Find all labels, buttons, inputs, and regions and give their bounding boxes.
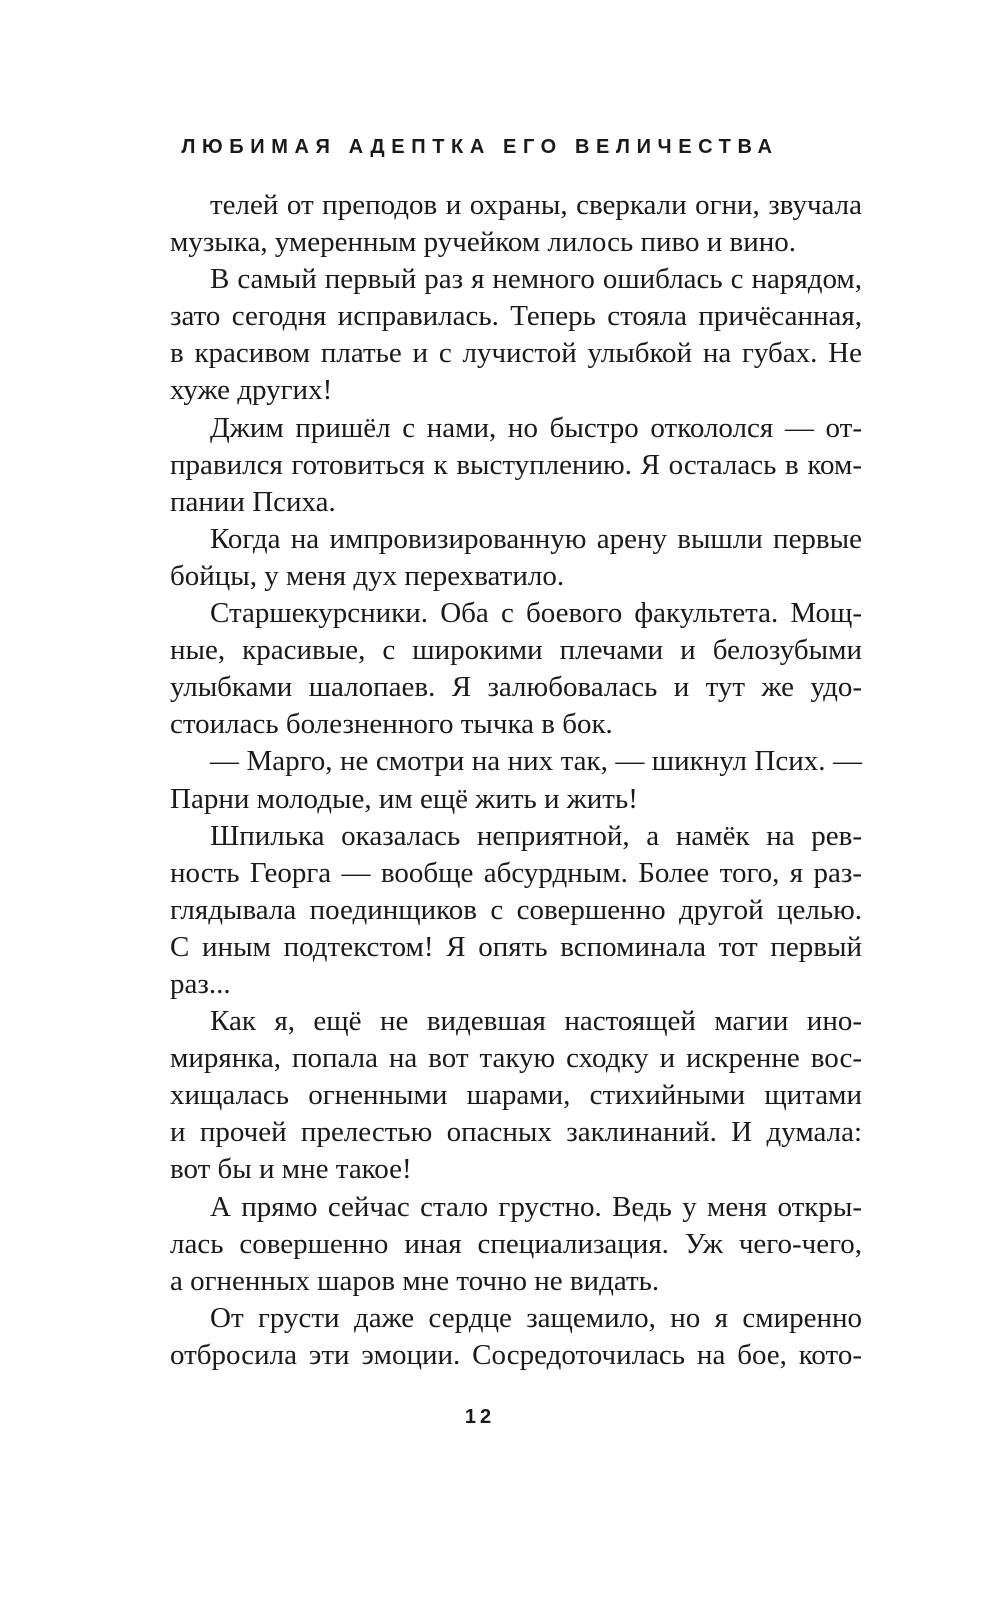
- text-line: телей от преподов и охраны, сверкали огни, звучала: [210, 189, 862, 221]
- text-line: вот бы и мне такое!: [170, 1153, 412, 1186]
- text-line: а огненных шаров мне точно не видать.: [170, 1264, 660, 1297]
- paragraph: [170, 595, 862, 743]
- paragraph: [170, 410, 862, 521]
- text-line: ные, красивые, с широкими плечами и белозубыми: [170, 634, 862, 667]
- text-line: С иным подтекстом! Я опять вспоминала тот первый: [170, 930, 862, 963]
- text-line: А прямо сейчас стало грустно. Ведь у меня откры-: [210, 1190, 862, 1223]
- text-line: и прочей прелестью опасных заклинаний. И думала:: [170, 1116, 862, 1149]
- text-line: Старшекурсники. Оба с боевого факультета. Мощ-: [210, 597, 862, 630]
- text-line: пании Психа.: [170, 485, 336, 518]
- text-line: глядывала поединщиков с совершенно другой целью.: [170, 893, 862, 926]
- paragraph: [170, 743, 862, 817]
- text-line: стоилась болезненного тычка в бок.: [170, 708, 613, 741]
- text-line: хищалась огненными шарами, стихийными щитами: [170, 1079, 862, 1112]
- text-line: улыбками шалопаев. Я залюбовалась и тут же удо-: [170, 671, 862, 704]
- paragraph: [170, 261, 862, 409]
- text-line: Джим пришёл с нами, но быстро откололся — от-: [210, 411, 862, 444]
- page-number: 12: [464, 1406, 496, 1428]
- paragraph: [170, 521, 862, 595]
- text-line: хуже других!: [170, 374, 333, 407]
- text-line: — Марго, не смотри на них так, — шикнул Псих. —: [210, 745, 862, 778]
- paragraph: [170, 187, 862, 261]
- paragraph: [170, 818, 862, 1003]
- text-line: От грусти даже сердце защемило, но я смиренно: [210, 1301, 862, 1334]
- text-line: В самый первый раз я немного ошиблась с нарядом,: [210, 263, 862, 296]
- text-line: мирянка, попала на вот такую сходку и искренне вос-: [170, 1042, 862, 1075]
- text-line: зато сегодня исправилась. Теперь стояла причёсанная,: [170, 300, 862, 333]
- text-line: Парни молодые, им ещё жить и жить!: [170, 782, 638, 815]
- text-line: Как я, ещё не видевшая настоящей магии ино-: [210, 1005, 862, 1038]
- text-line: раз...: [170, 967, 231, 1000]
- paragraph: [170, 1003, 862, 1188]
- text-line: в красивом платье и с лучистой улыбкой на губах. Не: [170, 337, 862, 370]
- text-line: лась совершенно иная специализация. Уж чего-чего,: [170, 1227, 862, 1260]
- text-line: Шпилька оказалась неприятной, а намёк на рев-: [210, 819, 862, 852]
- paragraph: [170, 1300, 862, 1374]
- body-text: [170, 187, 862, 1374]
- paragraph: [170, 1189, 862, 1300]
- running-title: ЛЮБИМАЯ АДЕПТКА ЕГО ВЕЛИЧЕСТВА: [181, 136, 779, 158]
- text-line: отбросила эти эмоции. Сосредоточилась на бое, кото-: [170, 1338, 862, 1371]
- text-line: правился готовиться к выступлению. Я осталась в ком-: [170, 448, 862, 481]
- text-line: музыка, умеренным ручейком лилось пиво и вино.: [170, 226, 796, 259]
- text-line: бойцы, у меня дух перехватило.: [170, 559, 565, 592]
- text-line: ность Георга — вообще абсурдным. Более того, я раз-: [170, 856, 862, 889]
- text-line: Когда на импровизированную арену вышли первые: [210, 522, 862, 555]
